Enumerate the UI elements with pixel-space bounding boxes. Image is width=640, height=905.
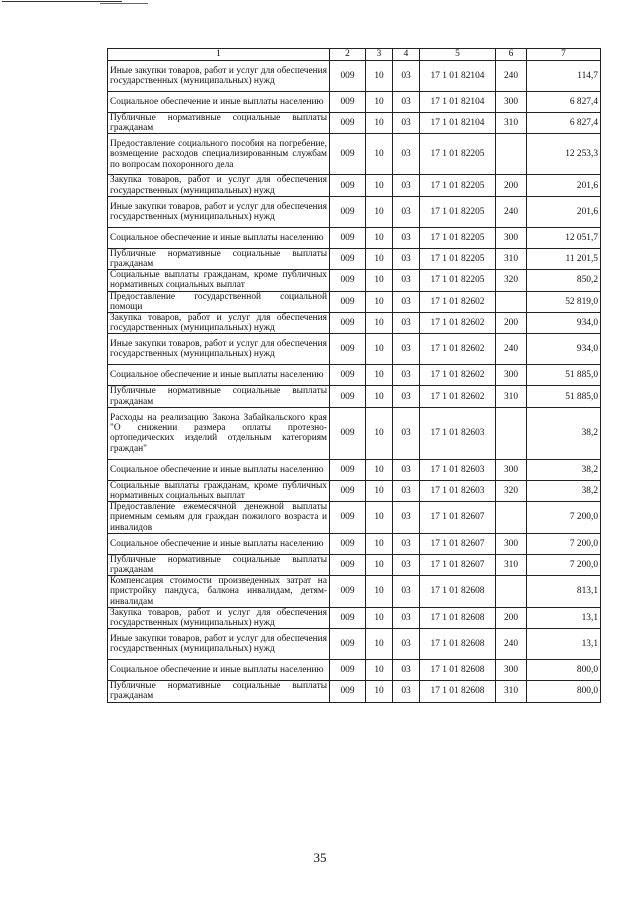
cell-col7: 51 885,0	[527, 365, 601, 386]
cell-col5: 17 1 01 82608	[420, 660, 496, 681]
cell-col6: 300	[496, 533, 527, 554]
row-description: Социальное обеспечение и иные выплаты населению	[108, 365, 330, 386]
cell-col6: 310	[496, 554, 527, 575]
cell-col5: 17 1 01 82607	[420, 502, 496, 534]
cell-col7: 11 201,5	[527, 248, 601, 269]
cell-col2: 009	[330, 681, 366, 702]
cell-col7: 7 200,0	[527, 533, 601, 554]
cell-col2: 009	[330, 227, 366, 248]
row-description: Социальное обеспечение и иные выплаты населению	[108, 459, 330, 480]
cell-col4: 03	[393, 270, 420, 291]
cell-col2: 009	[330, 134, 366, 175]
row-description: Публичные нормативные социальные выплаты гражданам	[108, 554, 330, 575]
cell-col5: 17 1 01 82607	[420, 533, 496, 554]
cell-col2: 009	[330, 660, 366, 681]
cell-col3: 10	[366, 502, 393, 534]
cell-col3: 10	[366, 61, 393, 92]
cell-col7: 12 051,7	[527, 227, 601, 248]
cell-col4: 03	[393, 533, 420, 554]
cell-col5: 17 1 01 82205	[420, 270, 496, 291]
cell-col2: 009	[330, 607, 366, 628]
cell-col6	[496, 291, 527, 312]
table-row	[108, 334, 601, 365]
cell-col7: 201,6	[527, 196, 601, 227]
cell-col6: 200	[496, 313, 527, 334]
cell-col3: 10	[366, 113, 393, 134]
col-header: 3	[366, 49, 393, 61]
cell-col3: 10	[366, 576, 393, 608]
row-description: Социальное обеспечение и иные выплаты населению	[108, 660, 330, 681]
cell-col2: 009	[330, 459, 366, 480]
row-description: Публичные нормативные социальные выплаты гражданам	[108, 113, 330, 134]
row-description: Иные закупки товаров, работ и услуг для обеспечения государственных (муниципальных) нужд	[108, 61, 330, 92]
cell-col2: 009	[330, 196, 366, 227]
cell-col6: 310	[496, 386, 527, 407]
cell-col6: 240	[496, 61, 527, 92]
cell-col3: 10	[366, 291, 393, 312]
table-row	[108, 92, 601, 113]
table-row	[108, 313, 601, 334]
cell-col3: 10	[366, 134, 393, 175]
cell-col2: 009	[330, 533, 366, 554]
cell-col3: 10	[366, 313, 393, 334]
col-header: 6	[496, 49, 527, 61]
table-row	[108, 554, 601, 575]
cell-col2: 009	[330, 313, 366, 334]
cell-col2: 009	[330, 270, 366, 291]
cell-col2: 009	[330, 92, 366, 113]
cell-col2: 009	[330, 502, 366, 534]
cell-col6	[496, 502, 527, 534]
cell-col2: 009	[330, 248, 366, 269]
cell-col6: 300	[496, 660, 527, 681]
row-description: Социальное обеспечение и иные выплаты населению	[108, 227, 330, 248]
cell-col4: 03	[393, 407, 420, 459]
cell-col4: 03	[393, 365, 420, 386]
cell-col6: 310	[496, 248, 527, 269]
cell-col3: 10	[366, 334, 393, 365]
cell-col6: 300	[496, 459, 527, 480]
table-row	[108, 576, 601, 608]
cell-col3: 10	[366, 660, 393, 681]
cell-col4: 03	[393, 480, 420, 501]
cell-col6	[496, 407, 527, 459]
cell-col4: 03	[393, 502, 420, 534]
cell-col7: 38,2	[527, 407, 601, 459]
cell-col4: 03	[393, 291, 420, 312]
row-description: Иные закупки товаров, работ и услуг для обеспечения государственных (муниципальных) нужд	[108, 334, 330, 365]
row-description: Компенсация стоимости произведенных затрат на пристройку пандуса, балкона инвалидам, детям-инвалидам	[108, 576, 330, 608]
table-row	[108, 248, 601, 269]
cell-col3: 10	[366, 629, 393, 660]
cell-col5: 17 1 01 82603	[420, 480, 496, 501]
cell-col6: 300	[496, 227, 527, 248]
table-row	[108, 291, 601, 312]
cell-col6	[496, 134, 527, 175]
table-row	[108, 407, 601, 459]
page-number: 35	[313, 850, 327, 865]
cell-col3: 10	[366, 480, 393, 501]
cell-col4: 03	[393, 92, 420, 113]
cell-col7: 934,0	[527, 313, 601, 334]
cell-col2: 009	[330, 365, 366, 386]
cell-col3: 10	[366, 270, 393, 291]
table-row	[108, 270, 601, 291]
cell-col7: 7 200,0	[527, 502, 601, 534]
scan-corner-mark	[0, 0, 150, 4]
table-row	[108, 629, 601, 660]
cell-col6: 300	[496, 365, 527, 386]
cell-col7: 13,1	[527, 607, 601, 628]
row-description: Иные закупки товаров, работ и услуг для обеспечения государственных (муниципальных) нужд	[108, 196, 330, 227]
cell-col4: 03	[393, 607, 420, 628]
cell-col6: 320	[496, 270, 527, 291]
cell-col7: 13,1	[527, 629, 601, 660]
cell-col4: 03	[393, 196, 420, 227]
cell-col5: 17 1 01 82608	[420, 629, 496, 660]
cell-col2: 009	[330, 386, 366, 407]
cell-col5: 17 1 01 82205	[420, 227, 496, 248]
cell-col6	[496, 576, 527, 608]
cell-col7: 800,0	[527, 660, 601, 681]
row-description: Социальное обеспечение и иные выплаты населению	[108, 92, 330, 113]
row-description: Предоставление социального пособия на погребение, возмещение расходов специализированным службам по вопросам похоронного дела	[108, 134, 330, 175]
cell-col7: 38,2	[527, 480, 601, 501]
row-description: Публичные нормативные социальные выплаты гражданам	[108, 386, 330, 407]
cell-col5: 17 1 01 82608	[420, 576, 496, 608]
cell-col5: 17 1 01 82205	[420, 196, 496, 227]
cell-col5: 17 1 01 82603	[420, 407, 496, 459]
table-row	[108, 681, 601, 702]
cell-col4: 03	[393, 313, 420, 334]
cell-col2: 009	[330, 407, 366, 459]
cell-col6: 200	[496, 175, 527, 196]
cell-col2: 009	[330, 61, 366, 92]
cell-col5: 17 1 01 82602	[420, 334, 496, 365]
cell-col4: 03	[393, 227, 420, 248]
cell-col3: 10	[366, 92, 393, 113]
row-description: Предоставление ежемесячной денежной выплаты приемным семьям для граждан пожилого возраста и инвалидов	[108, 502, 330, 534]
cell-col6: 240	[496, 334, 527, 365]
cell-col3: 10	[366, 459, 393, 480]
cell-col4: 03	[393, 660, 420, 681]
cell-col4: 03	[393, 681, 420, 702]
row-description: Публичные нормативные социальные выплаты гражданам	[108, 681, 330, 702]
cell-col7: 114,7	[527, 61, 601, 92]
cell-col5: 17 1 01 82104	[420, 113, 496, 134]
cell-col5: 17 1 01 82602	[420, 365, 496, 386]
cell-col3: 10	[366, 175, 393, 196]
cell-col2: 009	[330, 554, 366, 575]
cell-col5: 17 1 01 82603	[420, 459, 496, 480]
cell-col4: 03	[393, 576, 420, 608]
cell-col5: 17 1 01 82608	[420, 681, 496, 702]
table-row	[108, 196, 601, 227]
cell-col4: 03	[393, 175, 420, 196]
cell-col7: 813,1	[527, 576, 601, 608]
col-header: 5	[420, 49, 496, 61]
cell-col3: 10	[366, 533, 393, 554]
cell-col6: 310	[496, 681, 527, 702]
table-row	[108, 607, 601, 628]
cell-col4: 03	[393, 459, 420, 480]
cell-col4: 03	[393, 629, 420, 660]
cell-col3: 10	[366, 365, 393, 386]
col-header: 7	[527, 49, 601, 61]
cell-col6: 320	[496, 480, 527, 501]
row-description: Публичные нормативные социальные выплаты гражданам	[108, 248, 330, 269]
cell-col3: 10	[366, 554, 393, 575]
table-row	[108, 61, 601, 92]
table-row	[108, 113, 601, 134]
row-description: Закупка товаров, работ и услуг для обеспечения государственных (муниципальных) нужд	[108, 607, 330, 628]
cell-col7: 51 885,0	[527, 386, 601, 407]
cell-col4: 03	[393, 113, 420, 134]
cell-col5: 17 1 01 82104	[420, 61, 496, 92]
cell-col3: 10	[366, 386, 393, 407]
cell-col3: 10	[366, 607, 393, 628]
row-description: Предоставление государственной социальной помощи	[108, 291, 330, 312]
cell-col6: 200	[496, 607, 527, 628]
budget-table	[107, 48, 601, 703]
cell-col5: 17 1 01 82205	[420, 175, 496, 196]
cell-col5: 17 1 01 82607	[420, 554, 496, 575]
col-header: 2	[330, 49, 366, 61]
col-header: 4	[393, 49, 420, 61]
table-row	[108, 502, 601, 534]
cell-col4: 03	[393, 554, 420, 575]
col-header: 1	[108, 49, 330, 61]
table-row	[108, 480, 601, 501]
cell-col6: 240	[496, 196, 527, 227]
cell-col4: 03	[393, 134, 420, 175]
table-row	[108, 134, 601, 175]
row-description: Социальные выплаты гражданам, кроме публичных нормативных социальных выплат	[108, 480, 330, 501]
table-row	[108, 386, 601, 407]
cell-col5: 17 1 01 82602	[420, 291, 496, 312]
cell-col2: 009	[330, 113, 366, 134]
table-row	[108, 227, 601, 248]
cell-col4: 03	[393, 61, 420, 92]
table-row	[108, 533, 601, 554]
row-description: Социальное обеспечение и иные выплаты населению	[108, 533, 330, 554]
cell-col7: 201,6	[527, 175, 601, 196]
cell-col5: 17 1 01 82602	[420, 386, 496, 407]
cell-col2: 009	[330, 291, 366, 312]
cell-col4: 03	[393, 386, 420, 407]
cell-col6: 300	[496, 92, 527, 113]
row-description: Расходы на реализацию Закона Забайкальского края "О снижении размера оплаты протезно-ортопедических изделий отдельным категориям граждан"	[108, 407, 330, 459]
cell-col2: 009	[330, 334, 366, 365]
cell-col5: 17 1 01 82608	[420, 607, 496, 628]
cell-col4: 03	[393, 334, 420, 365]
cell-col7: 12 253,3	[527, 134, 601, 175]
cell-col5: 17 1 01 82104	[420, 92, 496, 113]
cell-col3: 10	[366, 681, 393, 702]
cell-col7: 850,2	[527, 270, 601, 291]
cell-col6: 240	[496, 629, 527, 660]
cell-col5: 17 1 01 82205	[420, 248, 496, 269]
cell-col2: 009	[330, 629, 366, 660]
cell-col2: 009	[330, 480, 366, 501]
cell-col7: 38,2	[527, 459, 601, 480]
cell-col6: 310	[496, 113, 527, 134]
table-row	[108, 660, 601, 681]
cell-col3: 10	[366, 196, 393, 227]
cell-col3: 10	[366, 407, 393, 459]
cell-col5: 17 1 01 82205	[420, 134, 496, 175]
table-row	[108, 175, 601, 196]
cell-col4: 03	[393, 248, 420, 269]
cell-col5: 17 1 01 82602	[420, 313, 496, 334]
cell-col7: 934,0	[527, 334, 601, 365]
cell-col7: 52 819,0	[527, 291, 601, 312]
cell-col2: 009	[330, 576, 366, 608]
cell-col7: 6 827,4	[527, 92, 601, 113]
row-description: Закупка товаров, работ и услуг для обеспечения государственных (муниципальных) нужд	[108, 175, 330, 196]
table-row	[108, 459, 601, 480]
cell-col7: 6 827,4	[527, 113, 601, 134]
cell-col2: 009	[330, 175, 366, 196]
cell-col7: 800,0	[527, 681, 601, 702]
row-description: Социальные выплаты гражданам, кроме публичных нормативных социальных выплат	[108, 270, 330, 291]
cell-col7: 7 200,0	[527, 554, 601, 575]
row-description: Закупка товаров, работ и услуг для обеспечения государственных (муниципальных) нужд	[108, 313, 330, 334]
header-row	[108, 49, 601, 61]
cell-col3: 10	[366, 248, 393, 269]
cell-col3: 10	[366, 227, 393, 248]
row-description: Иные закупки товаров, работ и услуг для обеспечения государственных (муниципальных) нужд	[108, 629, 330, 660]
table-row	[108, 365, 601, 386]
